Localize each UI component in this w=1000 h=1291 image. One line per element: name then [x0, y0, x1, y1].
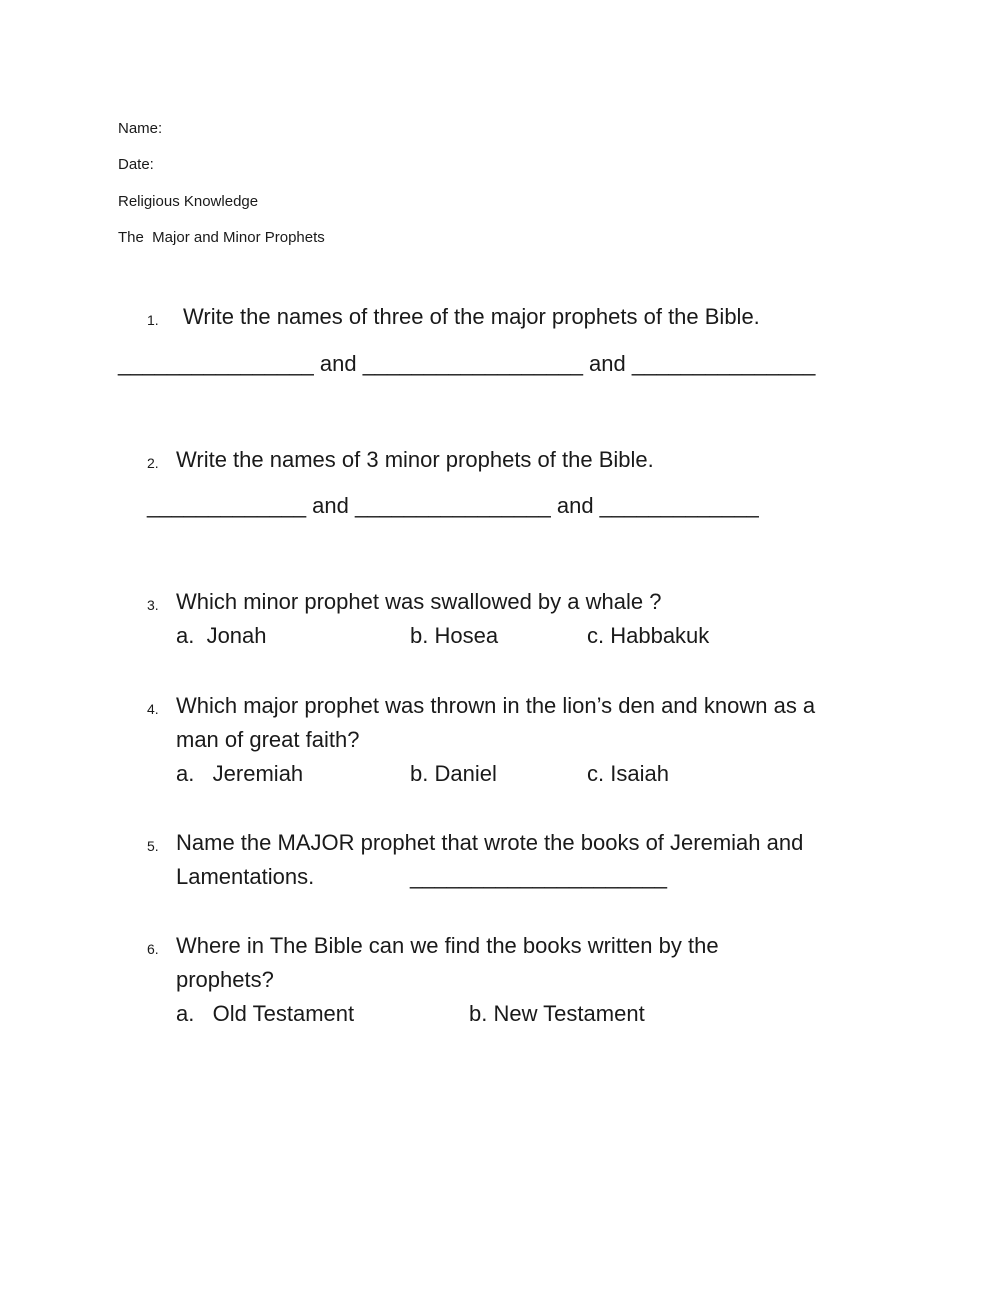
question-1-number: 1. — [147, 312, 159, 328]
question-4-text-line1: Which major prophet was thrown in the lion’s den and known as a — [176, 693, 816, 718]
question-2-answer-blanks[interactable]: _____________ and ________________ and _____________ — [147, 493, 759, 518]
question-6-number: 6. — [147, 941, 159, 957]
question-3-number: 3. — [147, 597, 159, 613]
question-3-text: Which minor prophet was swallowed by a whale ? — [176, 589, 662, 614]
question-6-text-line2: prophets? — [176, 967, 274, 992]
topic-label: The Major and Minor Prophets — [118, 229, 325, 246]
date-label: Date: — [118, 156, 154, 173]
question-6-option-b[interactable]: b. New Testament — [469, 1001, 645, 1026]
question-5-number: 5. — [147, 838, 159, 854]
question-3-option-a[interactable]: a. Jonah — [176, 623, 267, 648]
question-4-number: 4. — [147, 701, 159, 717]
question-5-text-line2: Lamentations. — [176, 864, 315, 889]
question-6-option-a[interactable]: a. Old Testament — [176, 1001, 355, 1026]
question-4-option-c[interactable]: c. Isaiah — [587, 761, 669, 786]
name-label: Name: — [118, 120, 163, 137]
question-5-answer-blank[interactable]: _____________________ — [410, 864, 667, 889]
question-4-option-a[interactable]: a. Jeremiah — [176, 761, 304, 786]
question-3-option-c[interactable]: c. Habbakuk — [587, 623, 710, 648]
question-2-text: Write the names of 3 minor prophets of the Bible. — [176, 447, 654, 472]
subject-label: Religious Knowledge — [118, 193, 259, 210]
question-2-number: 2. — [147, 455, 159, 471]
question-4-text-line2: man of great faith? — [176, 727, 360, 752]
question-6-text-line1: Where in The Bible can we find the books written by the — [176, 933, 719, 958]
question-1-text: Write the names of three of the major prophets of the Bible. — [183, 304, 760, 329]
question-5-text-line1: Name the MAJOR prophet that wrote the books of Jeremiah and — [176, 830, 804, 855]
question-1-answer-blanks[interactable]: ________________ and __________________ and _______________ — [118, 351, 816, 376]
question-3-option-b[interactable]: b. Hosea — [410, 623, 499, 648]
question-4-option-b[interactable]: b. Daniel — [410, 761, 497, 786]
